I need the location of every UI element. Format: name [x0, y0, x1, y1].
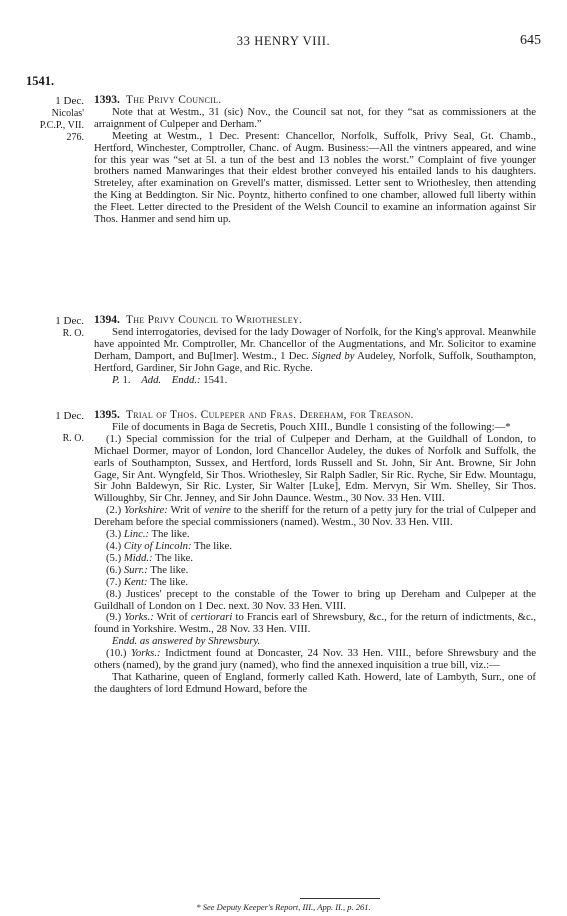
paragraph: File of documents in Baga de Secretis, Pouch XIII., Bundle 1 consisting of the following:—* — [112, 420, 511, 433]
paragraph: Send interrogatories, devised for the lady Dowager of Norfolk, for the King's approval. Meanwhile have appointed Mr. Comptroller, Mr. Chancellor of the Augmentations, and Mr. Solicitor to examine Derham, Damport, and Bu[lmer]. Westm., 1 Dec. Signed by Audeley, Norfolk, Suffolk, Southampton, Hertford, Gardiner, Sir John Gage, and Ric. Ryche. — [94, 325, 536, 374]
list-item: (5.) Midd.: The like. — [106, 551, 194, 564]
list-item: (9.) Yorks.: Writ of certiorari to Francis earl of Shrewsbury, &c., for the return of indictments, &c., found in Yorkshire. Westm., 28 Nov. 33 Hen. VIII. — [94, 611, 537, 636]
entry-margin — [8, 410, 84, 445]
footnote-rule — [300, 898, 380, 899]
margin-ref: R. O. — [62, 328, 84, 339]
list-item: (10.) Yorks.: Indictment found at Doncaster, 24 Nov. 33 Hen. VIII., before Shrewsbury and the others (named), by the grand jury (named), who find the annexed inquisition a true bill, viz.:— — [94, 647, 536, 672]
entry-number: 1394. — [94, 314, 120, 326]
entry-title: The Privy Council to Wriothesley. — [125, 314, 303, 326]
entry-margin — [8, 315, 84, 340]
paragraph: That Katharine, queen of England, formerly called Kath. Howerd, late of Lambyth, Surr., one of the daughters of lord Edmund Howard, before the — [94, 670, 536, 695]
list-item: (8.) Justices' precept to the constable of the Tower to bring up Dereham and Culpeper at the Guildhall of London on 1 Dec. next. 30 Nov. 33 Hen. VIII. — [94, 587, 536, 612]
entry-margin — [8, 95, 84, 144]
margin-ref: 276. — [66, 132, 84, 143]
entry-title: The Privy Council. — [125, 94, 222, 106]
paragraph: Note that at Westm., 31 (sic) Nov., the Council sat not, for they “sat as commissioners at the arraignment of Culpeper and Derham.” — [94, 105, 536, 130]
entry-content — [94, 95, 536, 226]
list-item: (1.) Special commission for the trial of Culpeper and Derham, at the Guildhall of London, to Michael Dormer, mayor of London, lord Chancellor Audeley, the dukes of Norfolk and Suffolk, the earls of Southampton, Sussex, and Hertford, lords Russell and St. John, Sir Ant. Browne, Sir John Gage, Sir Ant. Wyngfeld, Sir Thos. Wriothesley, Sir Ralph Sadler, Sir Ric. Ryche, Sir Edw. Mountagu, Sir John Baldewyn, Sir Ric. Lyster, Sir Walter [Luke], Edm. Mervyn, Sir Wm. Shelley, Sir Thos. Willoughby, Sir Chr. Jenney, and Sir John Daunce. Westm., 30 Nov. 33 Hen. VIII. — [94, 432, 536, 505]
endorsement-note: Endd. as answered by Shrewsbury. — [112, 635, 261, 648]
footnote: * See Deputy Keeper's Report, III., App. II., p. 261. — [196, 902, 371, 912]
entry-number: 1395. — [94, 409, 120, 421]
margin-ref: R. O. — [62, 433, 84, 444]
entry-content — [94, 410, 536, 696]
running-title: 33 HENRY VIII. — [236, 34, 331, 48]
entry-content — [94, 315, 536, 386]
entry-number: 1393. — [94, 94, 120, 106]
entry-date: 1 Dec. — [55, 410, 84, 422]
margin-ref: Nicolas' — [51, 108, 84, 119]
list-item: (3.) Linc.: The like. — [106, 528, 190, 541]
list-item: (7.) Kent: The like. — [106, 575, 189, 588]
document-description: P. 1. Add. Endd.: 1541. — [112, 373, 228, 386]
signed-label: Signed by — [311, 349, 355, 362]
entry-date: 1 Dec. — [55, 95, 84, 107]
list-item: (2.) Yorkshire: Writ of venire to the sheriff for the return of a petty jury for the trial of Culpeper and Dereham before the special commissioners (named). Westm., 30 Nov. 33 Hen. VIII. — [94, 504, 537, 529]
list-item: (6.) Surr.: The like. — [106, 563, 189, 576]
entry-title: Trial of Thos. Culpeper and Fras. Dereham, for Treason. — [125, 409, 414, 421]
year-label: 1541. — [26, 74, 55, 88]
paragraph: Meeting at Westm., 1 Dec. Present: Chancellor, Norfolk, Suffolk, Privy Seal, Gt. Chamb., Hertford, Winchester, Comptroller, Chanc. of Augm. Business:—All the vintners appeared, and wine for this year was “set at 5l. a tun of the best and 13 nobles the worst.” Complaint of five younger brothers named Manwaringes that their eldest brother conveyed his entailed lands to his daughters. Streteley, after examination on Grevell's matter, dismissed. Letter sent to Wriothesley, then attending the King at Beddington. Sir Nic. Poyntz, hitherto confined to one chamber, allowed full liberty within the Fleet. Letter directed to the President of the Welsh Council to examine an information against Sir Thos. Hanmer and send him up. — [94, 129, 536, 226]
running-header — [0, 34, 567, 54]
margin-ref: P.C.P., VII. — [39, 120, 84, 131]
list-item: (4.) City of Lincoln: The like. — [106, 539, 232, 552]
entry-date: 1 Dec. — [55, 315, 84, 327]
page-number: 645 — [520, 33, 541, 48]
